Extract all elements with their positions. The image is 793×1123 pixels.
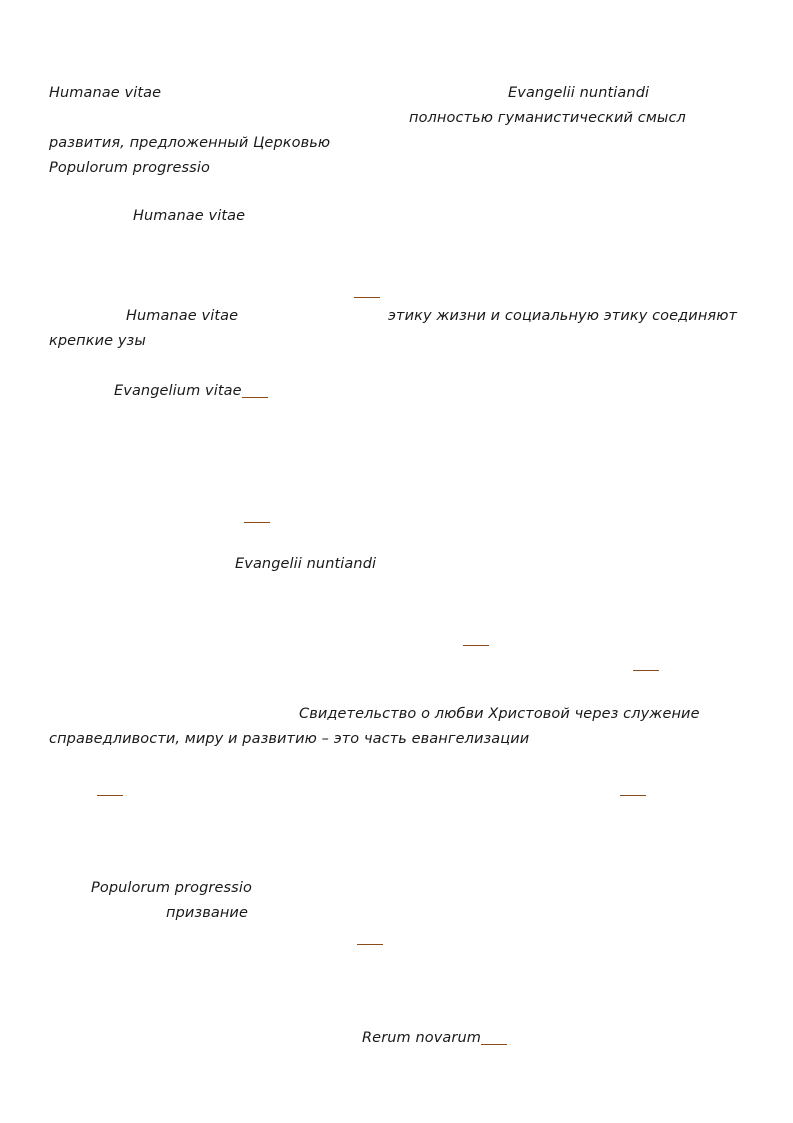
evangelium-vitae-label: Evangelium vitae xyxy=(114,383,242,399)
text-development-church: развития, предложенный Церковью xyxy=(49,135,331,151)
text-populorum-progressio: Populorum progressio xyxy=(91,880,252,896)
text-testimony-line-2: справедливости, миру и развитию – это часть евангелизации xyxy=(49,731,530,747)
footnote-underline xyxy=(242,397,268,398)
text-ethics-line: этику жизни и социальную этику соединяют xyxy=(388,308,738,324)
text-humanistic-meaning: полностью гуманистический смысл xyxy=(409,110,686,126)
text-strong-bonds: крепкие узы xyxy=(49,333,146,349)
text-rerum-novarum xyxy=(362,1029,507,1047)
text-populorum-progressio: Populorum progressio xyxy=(49,160,210,176)
footnote-underline xyxy=(244,522,270,523)
text-humanae-vitae: Humanae vitae xyxy=(49,85,162,101)
text-humanae-vitae: Humanae vitae xyxy=(133,208,246,224)
footnote-underline xyxy=(463,645,489,646)
footnote-underline xyxy=(357,944,383,945)
text-evangelium-vitae xyxy=(114,382,268,400)
footnote-underline xyxy=(354,297,380,298)
footnote-underline xyxy=(481,1044,507,1045)
footnote-underline xyxy=(620,795,646,796)
footnote-underline xyxy=(633,670,659,671)
text-evangelii-nuntiandi: Evangelii nuntiandi xyxy=(508,85,650,101)
text-testimony-line-1: Свидетельство о любви Христовой через служение xyxy=(299,706,700,722)
text-evangelii-nuntiandi: Evangelii nuntiandi xyxy=(235,556,377,572)
footnote-underline xyxy=(97,795,123,796)
text-vocation: призвание xyxy=(166,905,248,921)
text-humanae-vitae: Humanae vitae xyxy=(126,308,239,324)
rerum-novarum-label: Rerum novarum xyxy=(362,1030,481,1046)
